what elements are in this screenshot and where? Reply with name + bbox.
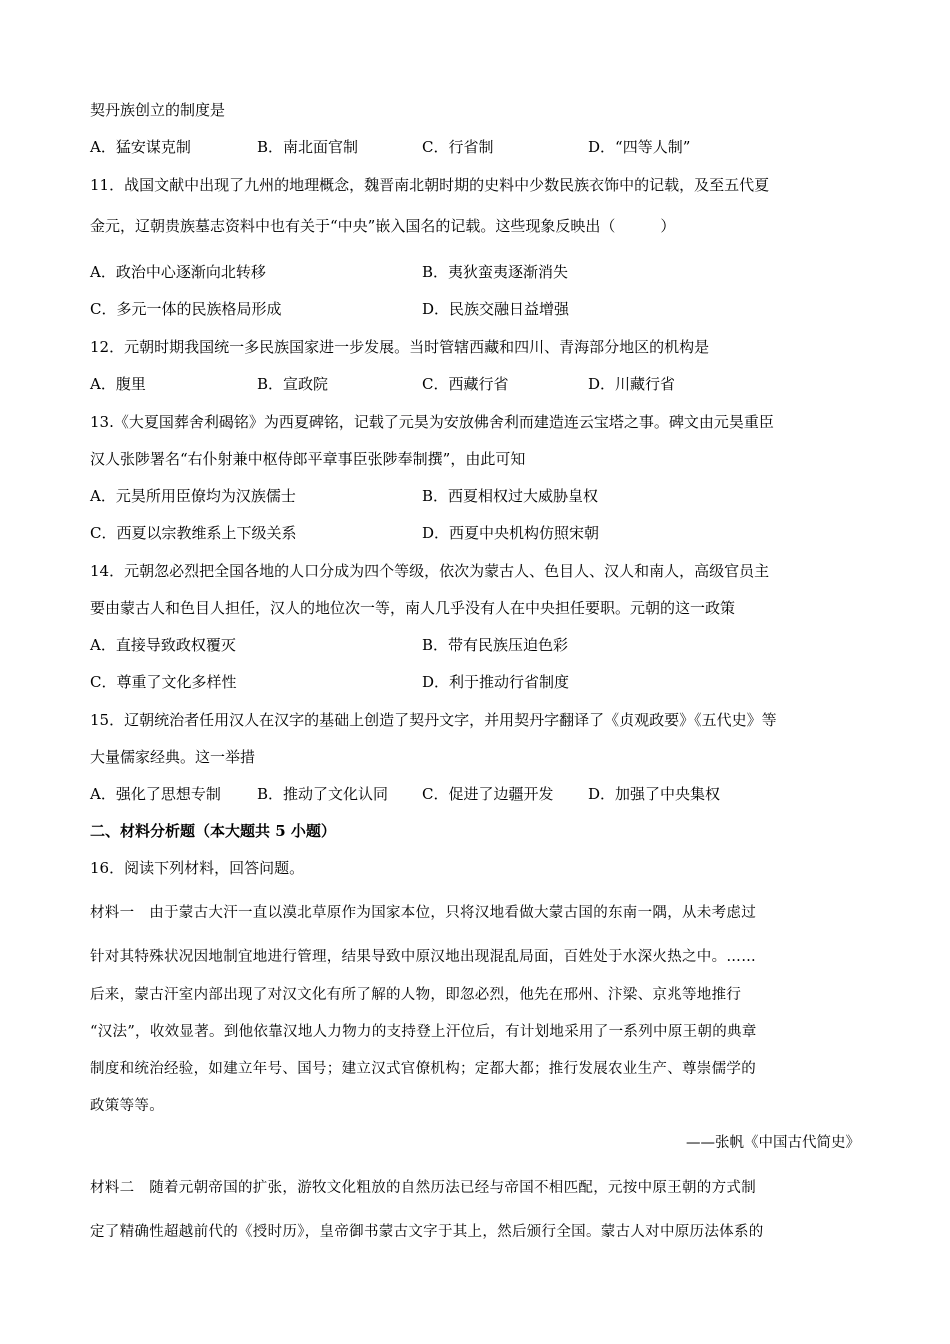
q14-option-a: A．直接导致政权覆灭 (90, 636, 236, 654)
q14-option-b: B．带有民族压迫色彩 (422, 636, 569, 654)
q13-stem-line2: 汉人张陟署名“右仆射兼中枢侍郎平章事臣张陟奉制撰”，由此可知 (90, 450, 526, 468)
q11-option-b: B．夷狄蛮夷逐渐消失 (422, 263, 569, 281)
section-2-title: 二、材料分析题（本大题共 5 小题） (90, 822, 336, 840)
q14-stem-line1: 14．元朝忽必烈把全国各地的人口分成为四个等级，依次为蒙古人、色目人、汉人和南人，高级官员主 (90, 562, 770, 580)
q11-stem-line1: 11．战国文献中出现了九州的地理概念，魏晋南北朝时期的史料中少数民族衣饰中的记载，及至五代夏 (90, 176, 770, 194)
q12-option-c: C．西藏行省 (422, 375, 509, 393)
q14-option-c: C．尊重了文化多样性 (90, 673, 237, 691)
q12-option-b: B．宣政院 (257, 375, 329, 393)
q11-option-c: C．多元一体的民族格局形成 (90, 300, 282, 318)
q15-option-d: D．加强了中央集权 (588, 785, 721, 803)
q13-option-a: A．元昊所用臣僚均为汉族儒士 (90, 487, 296, 505)
q11-option-d: D．民族交融日益增强 (422, 300, 570, 318)
q16-material1-line4: “汉法”，收效显著。到他依靠汉地人力物力的支持登上汗位后，有计划地采用了一系列中原王朝的典章 (90, 1024, 757, 1040)
q11-option-a: A．政治中心逐渐向北转移 (90, 263, 266, 281)
q15-option-b: B．推动了文化认同 (257, 785, 389, 803)
q16-material1-line2: 针对其特殊状况因地制宜地进行管理，结果导致中原汉地出现混乱局面，百姓处于水深火热之中。…… (90, 949, 756, 965)
q14-option-d: D．利于推动行省制度 (422, 673, 570, 691)
q10-option-b: B．南北面官制 (257, 138, 359, 156)
q12-option-d: D．川藏行省 (588, 375, 676, 393)
q16-material1-line6: 政策等等。 (90, 1098, 164, 1114)
q16-material2-line2: 定了精确性超越前代的《授时历》，皇帝御书蒙古文字于其上，然后颁行全国。蒙古人对中原历法体系的 (90, 1224, 764, 1240)
q13-option-b: B．西夏相权过大威胁皇权 (422, 487, 599, 505)
q15-stem-line1: 15．辽朝统治者任用汉人在汉字的基础上创造了契丹文字，并用契丹字翻译了《贞观政要》《五代史》等 (90, 711, 777, 729)
q10-stem: 契丹族创立的制度是 (90, 101, 226, 119)
q10-option-a: A．猛安谋克制 (90, 138, 191, 156)
q13-stem-line1: 13.《大夏国葬舍利碣铭》为西夏碑铭，记载了元昊为安放佛舍利而建造连云宝塔之事。碑文由元昊重臣 (90, 413, 774, 431)
q12-option-a: A．腹里 (90, 375, 146, 393)
q15-option-c: C．促进了边疆开发 (422, 785, 554, 803)
q12-stem: 12．元朝时期我国统一多民族国家进一步发展。当时管辖西藏和四川、青海部分地区的机构是 (90, 338, 710, 356)
q14-stem-line2: 要由蒙古人和色目人担任，汉人的地位次一等，南人几乎没有人在中央担任要职。元朝的这一政策 (90, 599, 736, 617)
q13-option-c: C．西夏以宗教维系上下级关系 (90, 524, 297, 542)
q11-stem-line2: 金元，辽朝贵族墓志资料中也有关于“中央”嵌入国名的记载。这些现象反映出（ ） (90, 217, 676, 235)
q15-stem-line2: 大量儒家经典。这一举措 (90, 748, 256, 766)
q16-stem: 16．阅读下列材料，回答问题。 (90, 859, 305, 877)
q16-material1-line5: 制度和统治经验，如建立年号、国号；建立汉式官僚机构；定都大都；推行发展农业生产、尊崇儒学的 (90, 1061, 756, 1077)
q16-material1-line1: 材料一 由于蒙古大汗一直以漠北草原作为国家本位，只将汉地看做大蒙古国的东南一隅，从未考虑过 (90, 905, 756, 921)
q10-option-c: C．行省制 (422, 138, 494, 156)
q16-material1-line3: 后来，蒙古汗室内部出现了对汉文化有所了解的人物，即忽必烈，他先在邢州、汴梁、京兆等地推行 (90, 987, 742, 1003)
q13-option-d: D．西夏中央机构仿照宋朝 (422, 524, 600, 542)
q10-option-d: D．“四等人制” (588, 138, 691, 156)
q16-material1-source: ——张帆《中国古代简史》 (686, 1135, 860, 1151)
q16-material2-line1: 材料二 随着元朝帝国的扩张，游牧文化粗放的自然历法已经与帝国不相匹配，元按中原王朝的方式制 (90, 1180, 756, 1196)
q15-option-a: A．强化了思想专制 (90, 785, 221, 803)
